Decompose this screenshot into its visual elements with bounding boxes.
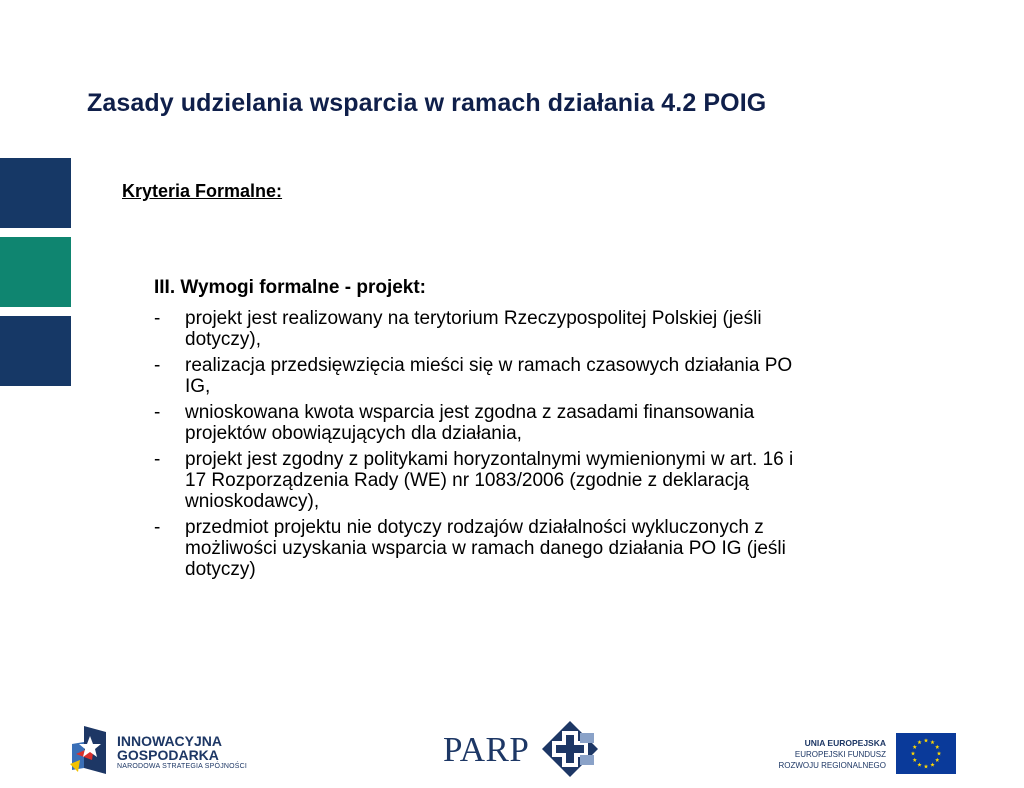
side-block-top [0, 158, 71, 228]
requirement-item [152, 355, 942, 397]
requirement-line: projektów obowiązujących dla działania, [185, 423, 522, 444]
bullet-dash: - [154, 517, 161, 538]
requirement-line: wnioskowana kwota wsparcia jest zgodna z zasadami finansowania [185, 402, 755, 423]
requirement-line: możliwości uzyskania wsparcia w ramach danego działania PO IG (jeśli [185, 538, 786, 559]
eu-logo-line2: EUROPEJSKI FUNDUSZ [794, 750, 886, 759]
requirement-line: dotyczy) [185, 559, 256, 580]
requirement-line: przedmiot projektu nie dotyczy rodzajów działalności wykluczonych z [185, 517, 764, 538]
eu-logo-line1: UNIA EUROPEJSKA [804, 738, 886, 748]
page-title: Zasady udzielania wsparcia w ramach działania 4.2 POIG [87, 89, 767, 117]
requirement-line: wnioskodawcy), [185, 491, 320, 512]
ig-logo-line3: NARODOWA STRATEGIA SPÓJNOŚCI [117, 763, 248, 770]
requirement-line: 17 Rozporządzenia Rady (WE) nr 1083/2006 (zgodnie z deklaracją [185, 470, 749, 491]
bullet-dash: - [154, 308, 161, 329]
ig-logo-line2: GOSPODARKA [117, 747, 219, 763]
innovative-economy-emblem-icon [70, 724, 110, 778]
parp-cross-emblem-icon [540, 719, 600, 779]
eu-logo-line3: ROZWOJU REGIONALNEGO [778, 761, 886, 770]
requirement-item [152, 308, 942, 350]
requirement-line: dotyczy), [185, 329, 262, 350]
bullet-dash: - [154, 449, 161, 470]
requirement-line: projekt jest realizowany na terytorium Rzeczypospolitej Polskiej (jeśli [185, 308, 762, 329]
ig-logo-line1: INNOWACYJNA [117, 733, 223, 749]
innovative-economy-logo [70, 724, 250, 780]
requirement-line: realizacja przedsięwzięcia mieści się w ramach czasowych działania PO [185, 355, 793, 376]
requirement-item [152, 402, 942, 444]
eu-flag-icon [896, 733, 956, 774]
bullet-dash: - [154, 355, 161, 376]
bullet-dash: - [154, 402, 161, 423]
requirement-line: projekt jest zgodny z politykami horyzontalnymi wymienionymi w art. 16 i [185, 449, 794, 470]
side-block-bottom [0, 316, 71, 386]
subtitle: Kryteria Formalne: [122, 181, 283, 201]
section-heading: III. Wymogi formalne - projekt: [154, 277, 427, 298]
requirement-item [152, 517, 942, 580]
requirement-item [152, 449, 942, 512]
parp-logo-text: PARP [443, 730, 530, 769]
parp-logo [442, 718, 602, 780]
requirements-list [152, 308, 942, 585]
requirement-line: IG, [185, 376, 211, 397]
side-block-middle [0, 237, 71, 307]
eu-fund-logo [776, 731, 956, 777]
